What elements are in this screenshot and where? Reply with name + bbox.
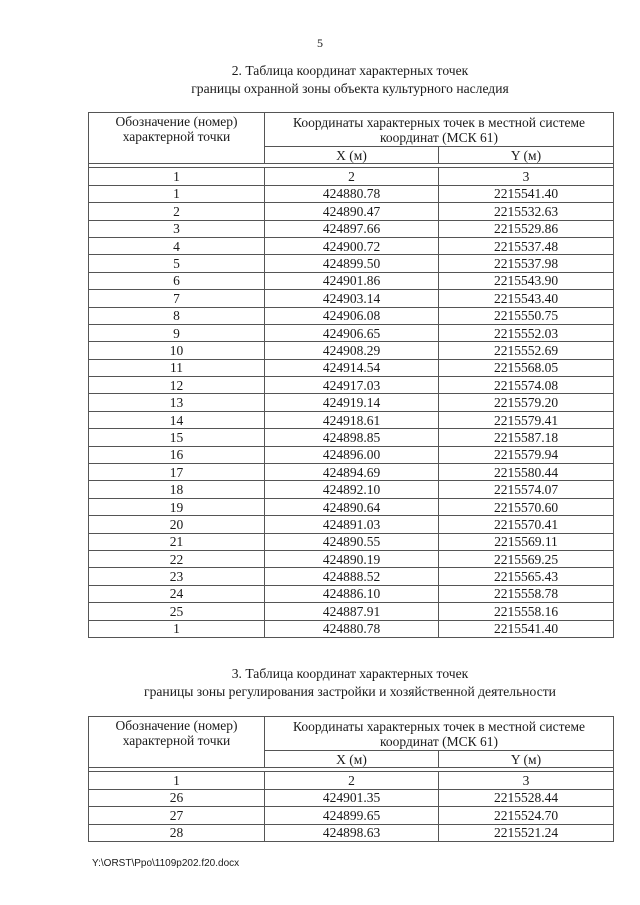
column-index: 1 bbox=[89, 168, 265, 185]
table-row bbox=[89, 290, 614, 307]
point-number: 11 bbox=[89, 359, 265, 376]
header-designation: Обозначение (номер) характерной точки bbox=[89, 717, 265, 768]
column-index: 1 bbox=[89, 772, 265, 789]
coord-y: 2215574.08 bbox=[439, 377, 614, 394]
table-row bbox=[89, 185, 614, 202]
coord-x: 424880.78 bbox=[265, 185, 439, 202]
point-number: 26 bbox=[89, 789, 265, 806]
coord-y: 2215569.11 bbox=[439, 533, 614, 550]
coord-y: 2215569.25 bbox=[439, 550, 614, 567]
coord-x: 424890.55 bbox=[265, 533, 439, 550]
coord-y: 2215537.98 bbox=[439, 255, 614, 272]
point-number: 28 bbox=[89, 824, 265, 841]
coord-y: 2215565.43 bbox=[439, 568, 614, 585]
coord-y: 2215529.86 bbox=[439, 220, 614, 237]
column-index: 3 bbox=[439, 772, 614, 789]
point-number: 18 bbox=[89, 481, 265, 498]
coord-y: 2215568.05 bbox=[439, 359, 614, 376]
coord-y: 2215558.16 bbox=[439, 603, 614, 620]
coord-x: 424919.14 bbox=[265, 394, 439, 411]
coord-x: 424906.08 bbox=[265, 307, 439, 324]
point-number: 2 bbox=[89, 203, 265, 220]
coord-y: 2215580.44 bbox=[439, 464, 614, 481]
point-number: 21 bbox=[89, 533, 265, 550]
coord-x: 424888.52 bbox=[265, 568, 439, 585]
coord-y: 2215543.40 bbox=[439, 290, 614, 307]
column-index: 2 bbox=[265, 168, 439, 185]
coord-y: 2215541.40 bbox=[439, 620, 614, 637]
table-row bbox=[89, 568, 614, 585]
table-row bbox=[89, 498, 614, 515]
coord-x: 424891.03 bbox=[265, 516, 439, 533]
coord-y: 2215570.41 bbox=[439, 516, 614, 533]
table2-coordinates bbox=[88, 112, 614, 638]
table3-title-line1: 3. Таблица координат характерных точек bbox=[231, 666, 469, 681]
coord-x: 424908.29 bbox=[265, 342, 439, 359]
table-row bbox=[89, 237, 614, 254]
header-coordinates: Координаты характерных точек в местной системе координат (МСК 61) bbox=[265, 113, 614, 147]
table-row bbox=[89, 342, 614, 359]
coord-y: 2215570.60 bbox=[439, 498, 614, 515]
point-number: 4 bbox=[89, 237, 265, 254]
table-row bbox=[89, 481, 614, 498]
table-row bbox=[89, 789, 614, 806]
file-path-footer: Y:\ORST\Ppo\1109p202.f20.docx bbox=[92, 858, 240, 869]
point-number: 13 bbox=[89, 394, 265, 411]
point-number: 17 bbox=[89, 464, 265, 481]
point-number: 3 bbox=[89, 220, 265, 237]
table-row bbox=[89, 394, 614, 411]
table-row bbox=[89, 603, 614, 620]
coord-x: 424901.86 bbox=[265, 272, 439, 289]
table2-title bbox=[60, 62, 640, 98]
coord-y: 2215543.90 bbox=[439, 272, 614, 289]
point-number: 14 bbox=[89, 411, 265, 428]
table-row bbox=[89, 272, 614, 289]
point-number: 5 bbox=[89, 255, 265, 272]
table2-title-line1: 2. Таблица координат характерных точек bbox=[231, 63, 469, 78]
table3-body bbox=[89, 789, 614, 841]
coord-y: 2215552.69 bbox=[439, 342, 614, 359]
table3-coordinates bbox=[88, 716, 614, 842]
table-row bbox=[89, 220, 614, 237]
coord-x: 424899.65 bbox=[265, 807, 439, 824]
coord-y: 2215579.94 bbox=[439, 446, 614, 463]
table-row bbox=[89, 359, 614, 376]
point-number: 1 bbox=[89, 185, 265, 202]
point-number: 23 bbox=[89, 568, 265, 585]
table-row bbox=[89, 550, 614, 567]
coord-y: 2215587.18 bbox=[439, 429, 614, 446]
coord-y: 2215550.75 bbox=[439, 307, 614, 324]
header-y: Y (м) bbox=[439, 751, 614, 768]
coord-y: 2215528.44 bbox=[439, 789, 614, 806]
point-number: 7 bbox=[89, 290, 265, 307]
table-row bbox=[89, 585, 614, 602]
table-row bbox=[89, 446, 614, 463]
table-row bbox=[89, 807, 614, 824]
coord-y: 2215558.78 bbox=[439, 585, 614, 602]
coord-x: 424887.91 bbox=[265, 603, 439, 620]
coord-x: 424896.00 bbox=[265, 446, 439, 463]
coord-x: 424917.03 bbox=[265, 377, 439, 394]
table-row bbox=[89, 255, 614, 272]
point-number: 12 bbox=[89, 377, 265, 394]
coord-x: 424914.54 bbox=[265, 359, 439, 376]
coord-x: 424890.64 bbox=[265, 498, 439, 515]
table-row bbox=[89, 429, 614, 446]
coord-x: 424906.65 bbox=[265, 324, 439, 341]
coord-x: 424918.61 bbox=[265, 411, 439, 428]
coord-x: 424886.10 bbox=[265, 585, 439, 602]
coord-x: 424898.85 bbox=[265, 429, 439, 446]
table-row bbox=[89, 620, 614, 637]
point-number: 1 bbox=[89, 620, 265, 637]
coord-x: 424880.78 bbox=[265, 620, 439, 637]
table-row bbox=[89, 307, 614, 324]
coord-x: 424903.14 bbox=[265, 290, 439, 307]
table3-title bbox=[60, 665, 640, 701]
coord-y: 2215579.41 bbox=[439, 411, 614, 428]
table2-title-line2: границы охранной зоны объекта культурного наследия bbox=[191, 81, 509, 96]
page-number: 5 bbox=[317, 36, 323, 50]
coord-x: 424899.50 bbox=[265, 255, 439, 272]
point-number: 19 bbox=[89, 498, 265, 515]
point-number: 20 bbox=[89, 516, 265, 533]
coord-x: 424901.35 bbox=[265, 789, 439, 806]
point-number: 8 bbox=[89, 307, 265, 324]
coord-y: 2215532.63 bbox=[439, 203, 614, 220]
coord-x: 424890.47 bbox=[265, 203, 439, 220]
column-index: 2 bbox=[265, 772, 439, 789]
point-number: 27 bbox=[89, 807, 265, 824]
coord-y: 2215524.70 bbox=[439, 807, 614, 824]
point-number: 15 bbox=[89, 429, 265, 446]
point-number: 6 bbox=[89, 272, 265, 289]
coord-x: 424900.72 bbox=[265, 237, 439, 254]
table2-body bbox=[89, 185, 614, 637]
point-number: 22 bbox=[89, 550, 265, 567]
coord-y: 2215537.48 bbox=[439, 237, 614, 254]
point-number: 10 bbox=[89, 342, 265, 359]
column-index: 3 bbox=[439, 168, 614, 185]
table3-title-line2: границы зоны регулирования застройки и хозяйственной деятельности bbox=[144, 684, 556, 699]
table-row bbox=[89, 516, 614, 533]
coord-x: 424894.69 bbox=[265, 464, 439, 481]
header-x: X (м) bbox=[265, 751, 439, 768]
point-number: 25 bbox=[89, 603, 265, 620]
table-row bbox=[89, 533, 614, 550]
coord-y: 2215579.20 bbox=[439, 394, 614, 411]
table-row bbox=[89, 324, 614, 341]
coord-y: 2215552.03 bbox=[439, 324, 614, 341]
coord-y: 2215541.40 bbox=[439, 185, 614, 202]
coord-x: 424892.10 bbox=[265, 481, 439, 498]
table-row bbox=[89, 411, 614, 428]
coord-x: 424898.63 bbox=[265, 824, 439, 841]
header-coordinates: Координаты характерных точек в местной системе координат (МСК 61) bbox=[265, 717, 614, 751]
header-designation: Обозначение (номер) характерной точки bbox=[89, 113, 265, 164]
coord-y: 2215521.24 bbox=[439, 824, 614, 841]
point-number: 16 bbox=[89, 446, 265, 463]
header-y: Y (м) bbox=[439, 147, 614, 164]
coord-y: 2215574.07 bbox=[439, 481, 614, 498]
table-row bbox=[89, 464, 614, 481]
coord-x: 424897.66 bbox=[265, 220, 439, 237]
table-row bbox=[89, 203, 614, 220]
header-x: X (м) bbox=[265, 147, 439, 164]
point-number: 9 bbox=[89, 324, 265, 341]
coord-x: 424890.19 bbox=[265, 550, 439, 567]
point-number: 24 bbox=[89, 585, 265, 602]
table-row bbox=[89, 824, 614, 841]
table-row bbox=[89, 377, 614, 394]
